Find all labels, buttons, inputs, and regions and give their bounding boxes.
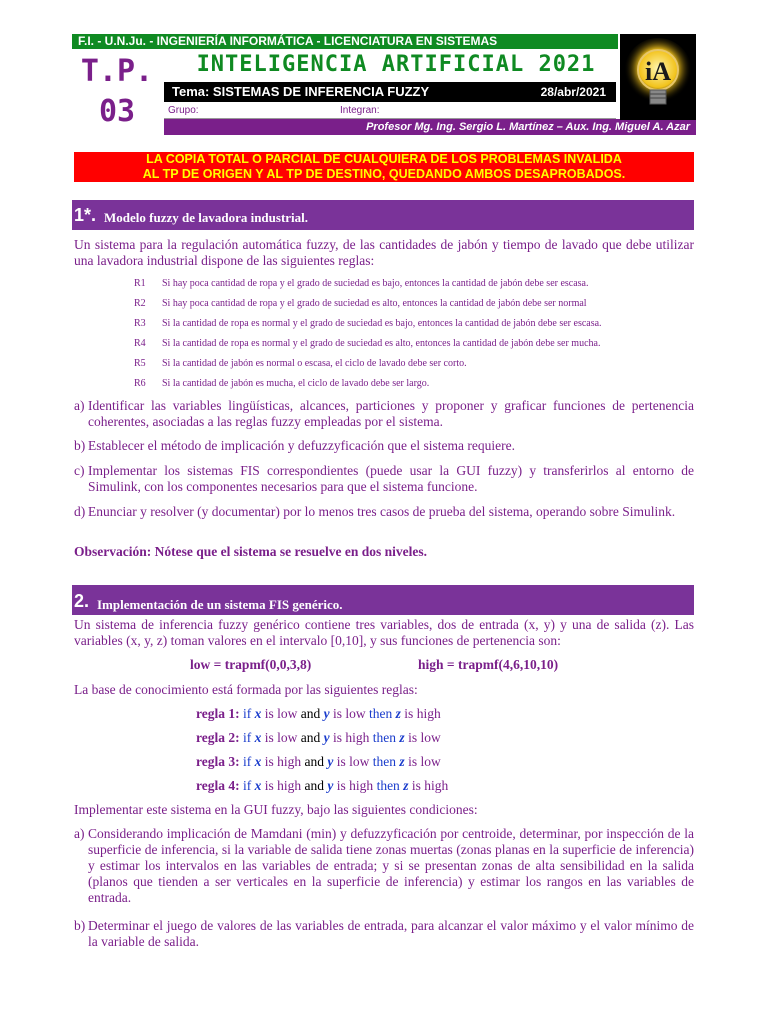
tema-text: Tema: SISTEMAS DE INFERENCIA FUZZY <box>172 84 430 99</box>
logo-text: iA <box>645 57 671 86</box>
regla-1: regla 1: if x is low and y is low then z is high <box>196 706 441 721</box>
section-1-title: Modelo fuzzy de lavadora industrial. <box>104 210 309 225</box>
tp-number <box>80 52 154 132</box>
professors-text: Profesor Mg. Ing. Sergio L. Martínez – Aux. Ing. Miguel A. Azar <box>366 121 690 133</box>
regla-3: regla 3: if x is high and y is low then z is low <box>196 754 441 769</box>
formula-low: low = trapmf(0,0,3,8) <box>190 657 312 672</box>
lightbulb-icon <box>620 34 696 120</box>
section-2-item-b: b) Determinar el juego de valores de las variables de entrada, para alcanzar el valor máximo y el valor mínimo de la variable de salida. <box>74 918 694 949</box>
section-1-item-c: c) Implementar los sistemas FIS correspondientes (puede usar la GUI fuzzy) y transferirlos al entorno de Simulink, con los componentes necesarios para que el sistema funcione. <box>74 463 694 494</box>
warning-line-2: AL TP DE ORIGEN Y AL TP DE DESTINO, QUEDANDO AMBOS DESAPROBADOS. <box>142 167 626 181</box>
rule-r2: R2 Si hay poca cantidad de ropa y el grado de suciedad es alto, entonces la cantidad de jabón debe ser normal <box>134 298 587 309</box>
plagiarism-warning <box>74 152 694 182</box>
section-2-title: Implementación de un sistema FIS genérico. <box>97 597 343 612</box>
knowledge-base-text: La base de conocimiento está formada por las siguientes reglas: <box>74 682 418 697</box>
implement-text: Implementar este sistema en la GUI fuzzy, bajo las siguientes condiciones: <box>74 802 478 817</box>
section-2-item-a: a) Considerando implicación de Mamdani (min) y defuzzyficación por centroide, determinar, por inspección de la superficie de inferencia, si la variable de salida tiene zonas muertas (zonas planas en la superficie de inferencia) y estimar los intervalos en las variables de entrada; y si se presentan zonas de alta sensibilidad en la salida (planos que tienden a ser verticales en la superficie de inferencia) y estimar los rangos en las variables de entrada. <box>74 826 694 905</box>
section-1-number: 1*. <box>74 205 97 225</box>
rule-r6: R6 Si la cantidad de jabón es mucha, el ciclo de lavado debe ser largo. <box>134 378 430 389</box>
institution-text: F.I. - U.N.Ju. - INGENIERÍA INFORMÁTICA - LICENCIATURA EN SISTEMAS <box>78 34 498 48</box>
section-2-number: 2. <box>74 591 90 611</box>
section-1-item-d: d) Enunciar y resolver (y documentar) por lo menos tres casos de prueba del sistema, operando sobre Simulink. <box>74 504 676 519</box>
tp-value: 03 <box>98 94 136 129</box>
institution-bar <box>72 34 618 49</box>
section-2-header <box>72 585 694 615</box>
date-text: 28/abr/2021 <box>540 85 606 99</box>
section-1-item-a: a) Identificar las variables lingüísticas, alcances, particiones y proponer y graficar funciones de pertenencia coherentes, asociadas a las reglas fuzzy empleadas por el sistema. <box>74 398 694 429</box>
grupo-label: Grupo: <box>168 105 199 116</box>
section-1-observation: Observación: Nótese que el sistema se resuelve en dos niveles. <box>74 544 427 559</box>
section-1-intro: Un sistema para la regulación automática fuzzy, de las cantidades de jabón y tiempo de lavado que debe utilizar una lavadora industrial dispone de las siguientes reglas: <box>74 237 694 268</box>
warning-line-1: LA COPIA TOTAL O PARCIAL DE CUALQUIERA DE LOS PROBLEMAS INVALIDA <box>146 152 622 166</box>
formula-high: high = trapmf(4,6,10,10) <box>418 657 559 672</box>
grupo-row <box>164 103 616 119</box>
rule-r3: R3 Si la cantidad de ropa es normal y el grado de suciedad es bajo, entonces la cantidad de jabón debe ser escasa. <box>134 318 602 329</box>
rule-r1: R1 Si hay poca cantidad de ropa y el grado de suciedad es bajo, entonces la cantidad de jabón debe ser escasa. <box>134 278 589 289</box>
ia-logo <box>620 34 696 120</box>
regla-4: regla 4: if x is high and y is high then z is high <box>196 778 449 793</box>
regla-2: regla 2: if x is low and y is high then z is low <box>196 730 441 745</box>
professors-bar <box>164 119 696 135</box>
section-1-header <box>72 200 694 230</box>
course-title: INTELIGENCIA ARTIFICIAL 2021 <box>196 52 596 77</box>
integran-label: Integran: <box>340 105 380 116</box>
section-2-intro: Un sistema de inferencia fuzzy genérico contiene tres variables, dos de entrada (x, y) y una de salida (z). Las variables (x, y, z) toman valores en el intervalo [0,10], y sus funciones de pertenencia son: <box>74 617 694 648</box>
rule-r5: R5 Si la cantidad de jabón es normal o escasa, el ciclo de lavado debe ser corto. <box>134 358 467 369</box>
section-1-item-b: b) Establecer el método de implicación y defuzzyficación que el sistema requiere. <box>74 438 515 453</box>
tp-label: T.P. <box>80 54 154 89</box>
tema-bar <box>164 82 616 102</box>
rule-r4: R4 Si la cantidad de ropa es normal y el grado de suciedad es alto, entonces la cantidad de jabón debe ser mucha. <box>134 338 601 349</box>
